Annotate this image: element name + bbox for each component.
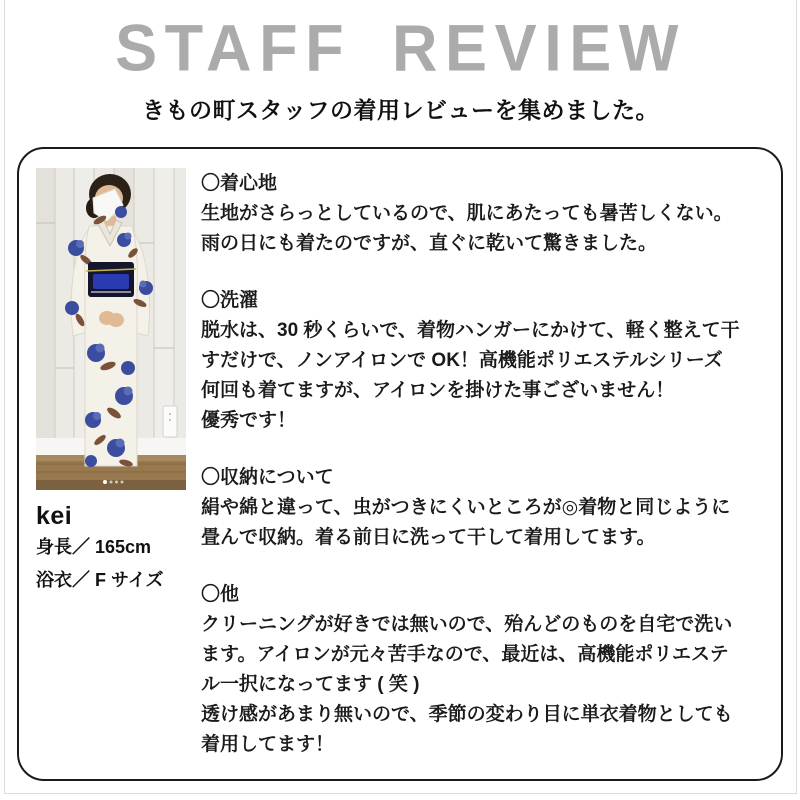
page-subtitle: きもの町スタッフの着用レビューを集めました。: [142, 97, 659, 123]
section-line: 何回も着てますが、アイロンを掛けた事ございません！: [201, 380, 675, 401]
section-line: 絹や綿と違って、虫がつきにくいところが◎着物と同じように: [201, 497, 731, 518]
section-line: 優秀です！: [201, 410, 297, 431]
reviewer-name: kei: [36, 502, 73, 530]
section-heading: 〇他: [201, 584, 240, 605]
section-line: 着用してます！: [201, 734, 335, 755]
section-line: すだけで、ノンアイロンで OK！高機能ポリエステルシリーズ: [201, 350, 723, 371]
section-heading: 〇収納について: [201, 467, 334, 488]
section-line: クリーニングが好きでは無いので、殆んどのものを自宅で洗い: [201, 614, 733, 635]
review-text: [201, 168, 763, 763]
review-section-storage: [201, 463, 763, 553]
section-line: 生地がさらっとしているので、肌にあたっても暑苦しくない。: [201, 203, 733, 224]
section-heading: 〇着心地: [201, 173, 278, 194]
section-line: 畳んで収納。着る前日に洗って干して着用してます。: [201, 527, 656, 548]
page-title: STAFF REVIEW: [115, 11, 686, 86]
section-line: ル一択になってます ( 笑 ): [201, 674, 420, 695]
section-line: 雨の日にも着たのですが、直ぐに乾いて驚きました。: [201, 233, 658, 254]
review-card: [17, 147, 783, 781]
review-section-washing: [201, 286, 763, 436]
reviewer-height: 身長／ 165cm: [36, 537, 152, 557]
reviewer-info: [36, 501, 186, 597]
reviewer-photo: [36, 168, 186, 490]
section-line: 透け感があまり無いので、季節の変わり目に単衣着物としても: [201, 704, 733, 725]
header: [5, 0, 796, 125]
page: [4, 0, 797, 794]
reviewer-size: 浴衣／ F サイズ: [36, 570, 164, 590]
section-heading: 〇洗濯: [201, 290, 259, 311]
review-section-other: [201, 580, 763, 760]
reviewer-column: [36, 168, 186, 763]
section-line: ます。アイロンが元々苦手なので、最近は、高機能ポリエステ: [201, 644, 729, 665]
section-line: 脱水は、30 秒くらいで、着物ハンガーにかけて、軽く整えて干: [201, 320, 740, 341]
obi-belt: [86, 262, 136, 297]
review-section-comfort: [201, 169, 763, 259]
